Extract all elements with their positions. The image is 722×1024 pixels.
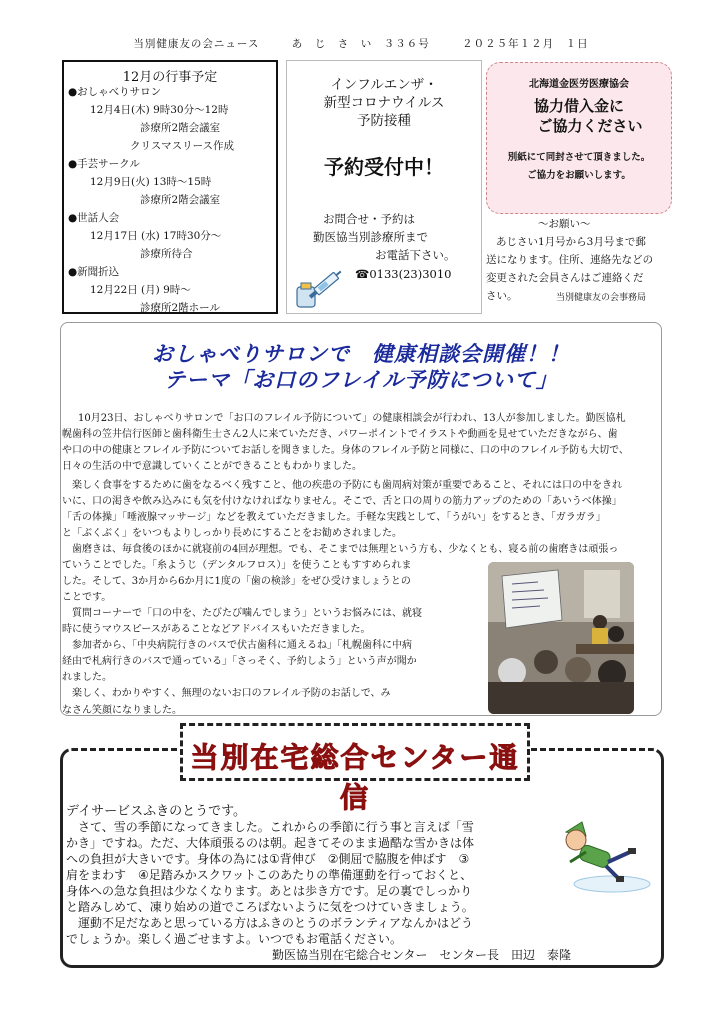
schedule-line: 診療所待合	[140, 248, 193, 260]
support-text: 別紙にて同封させて頂きました。	[507, 152, 651, 163]
center-line: と踏みしめて、凍り始めの道でころばないように気をつけていきましょう。	[66, 900, 474, 914]
syringe-icon	[293, 257, 347, 311]
vaccine-headline: 予約受付中！	[324, 155, 444, 179]
salon-line: ていうことでした。「糸ようじ（デンタルフロス）」を使うこともすすめられま	[62, 560, 412, 571]
schedule-line: 診療所2階ホール	[140, 302, 220, 314]
vaccine-contact: 勤医協当別診療所まで	[313, 230, 428, 244]
center-line: への負担が大きいです。身体の為には①背伸び ②側屈で脇腹を伸ばす ③	[66, 852, 470, 866]
salon-line: 参加者から、「中央病院行きのバスで伏古歯科に通えるね」「札幌歯科に中病	[72, 640, 412, 651]
schedule-line: 12月9日(火) 13時～15時	[90, 176, 212, 188]
phone-number: ☎0133(23)3010	[355, 267, 452, 281]
salon-line: れました。	[62, 672, 112, 683]
center-banner	[180, 723, 530, 814]
center-line: 肩をまわす ④足踏みかスクワットこのあたりの準備運動を行っておくと、	[66, 868, 473, 882]
center-line: さて、雪の季節になってきました。これからの季節に行う事と言えば「雪	[78, 820, 474, 834]
schedule-line: ●世話人会	[68, 212, 120, 224]
schedule-line: ●おしゃべりサロン	[68, 86, 162, 98]
vaccine-contact: お電話下さい。	[375, 248, 456, 262]
support-box	[486, 62, 672, 214]
support-heading: 協力借入金に	[533, 97, 624, 115]
salon-line: 楽しく、わかりやすく、無理のないお口のフレイル予防のお話しで、み	[72, 688, 391, 699]
center-sign: 勤医協当別在宅総合センター センター長 田辺 泰隆	[272, 948, 572, 962]
request-line: 変更された会員さんはご連絡くだ	[486, 272, 644, 284]
vaccine-contact: お問合せ・予約は	[323, 212, 415, 226]
salon-line: いに、口の渇きや飲み込みにも気を付けなければなりません。そこで、舌と口の周りの筋力アップのための「あいうべ体操」	[62, 496, 622, 507]
schedule-line: 診療所2階会議室	[140, 194, 221, 206]
center-line: 身体への急な負担は少なくなります。あとは歩き方です。足の裏でしっかり	[66, 884, 473, 898]
salon-line: 楽しく食事をするために歯をなるべく残すこと、他の疾患の予防にも歯周病対策が重要であること、それには口の中をきれ	[72, 480, 622, 491]
center-line: デイサービスふきのとうです。	[66, 804, 247, 819]
slipping-person-icon	[556, 818, 652, 894]
center-banner-title: 当別在宅総合センター通信	[190, 741, 520, 814]
center-line: でしょうか。楽しく過ごせますよ。いつでもお電話ください。	[66, 932, 403, 946]
request-line: 送になります。住所、連絡先などの	[486, 254, 654, 266]
salon-line: と「ぶくぶく」をいつもよりしっかり長めにすることをお勧めされました。	[62, 528, 402, 539]
request-line: あじさい1月号から3月号まで郵	[496, 236, 646, 248]
salon-line: 時に使うマウスピースがあることなどアドバイスもいただきました。	[62, 624, 371, 635]
salon-line: 幌歯科の笠井信行医師と歯科衛生士さん2人に来ていただき、パワーポイントでイラストや動画を見せていただきながら、歯	[62, 429, 618, 440]
salon-line: 歯磨きは、毎食後のほかに就寝前の4回が理想。でも、そこまでは無理という方も、少なくとも、寝る前の歯磨きは頑張っ	[72, 544, 619, 555]
salon-headline: おしゃべりサロンで 健康相談会開催！！	[152, 342, 570, 366]
salon-line: なさん笑顔になりました。	[62, 705, 182, 716]
vaccine-line: 予防接種	[357, 113, 411, 129]
support-heading: ご協力ください	[537, 117, 643, 135]
vaccine-line: 新型コロナウイルス	[323, 95, 445, 111]
vaccine-box	[286, 60, 482, 314]
issue-name: あ じ さ い ３３６号	[291, 38, 430, 50]
schedule-line: 診療所2階会議室	[140, 122, 221, 134]
salon-photo	[488, 562, 634, 714]
newsletter-title: 当別健康友の会ニュース	[133, 38, 260, 50]
schedule-line: クリスマスリース作成	[130, 140, 235, 152]
salon-line: や口の中の健康とフレイル予防についてお話しを聞きました。身体のフレイル予防と同様に、口の中のフレイル予防も大切で、	[62, 445, 629, 456]
support-text: ご協力をお願いします。	[527, 170, 631, 181]
salon-line: 10月23日、おしゃべりサロンで「お口のフレイル予防について」の健康相談会が行われ、13人が参加しました。勤医協札	[78, 413, 626, 424]
newsletter-header	[0, 36, 722, 51]
salon-line: 日々の生活の中で意識していくことができることもわかりました。	[62, 461, 362, 472]
issue-date: ２０２５年１２月 １日	[462, 38, 589, 50]
salon-line: 経由で札病行きのバスで通っている」「さっそく、予約しよう」という声が聞か	[62, 656, 417, 667]
vaccine-line: インフルエンザ・	[330, 77, 438, 93]
schedule-line: 12月22日 (月) 9時～	[90, 284, 191, 296]
support-org: 北海道金医労医療協会	[529, 79, 629, 90]
center-line: かき」ですね。ただ、大体頑張るのは朝。起きてそのまま過酷な雪かきは体	[66, 836, 475, 850]
schedule-box	[62, 60, 278, 314]
schedule-title: 12月の行事予定	[122, 70, 218, 85]
schedule-line: 12月17日 (水) 17時30分～	[90, 230, 222, 242]
request-sign: 当別健康友の会事務局	[556, 293, 647, 303]
salon-line: ことです。	[62, 592, 112, 603]
schedule-line: 12月4日(木) 9時30分～12時	[90, 104, 229, 116]
request-line: さい。	[486, 290, 518, 302]
salon-line: 「舌の体操」「唾液腺マッサージ」などを教えていただきました。手軽な実践として、「うがい」をするとき、「ガラガラ」	[62, 512, 606, 523]
center-line: 運動不足だなあと思っている方はふきのとうのボランティアなんかはどう	[78, 916, 474, 930]
schedule-line: ●新聞折込	[68, 266, 120, 278]
salon-photo-image	[488, 562, 634, 714]
schedule-line: ●手芸サークル	[68, 158, 140, 170]
salon-line: した。そして、3か月から6か月に1度の「歯の検診」をぜひ受けましょうとの	[62, 576, 411, 587]
salon-headline-theme: テーマ「お口のフレイル予防について」	[164, 368, 558, 392]
request-title: ～お願い～	[538, 218, 591, 230]
salon-line: 質問コーナーで「口の中を、たびたび噛んでしまう」というお悩みには、就寝	[72, 608, 422, 619]
